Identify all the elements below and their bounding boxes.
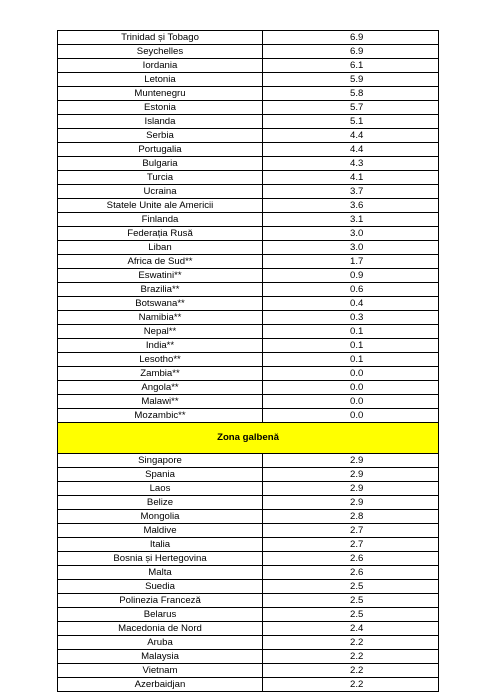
country-incidence-table [57,30,439,692]
value-cell: 0.0 [263,381,439,395]
country-cell: Statele Unite ale Americii [58,199,263,213]
table-row [58,339,439,353]
country-cell: Turcia [58,171,263,185]
value-cell: 2.5 [263,594,439,608]
country-cell: Namibia** [58,311,263,325]
country-cell: Trinidad și Tobago [58,31,263,45]
value-cell: 3.6 [263,199,439,213]
country-cell: Bosnia și Hertegovina [58,552,263,566]
country-cell: Malta [58,566,263,580]
table-row [58,59,439,73]
value-cell: 0.1 [263,339,439,353]
value-cell: 0.3 [263,311,439,325]
table-row [58,283,439,297]
country-cell: Polinezia Franceză [58,594,263,608]
country-cell: Azerbaidjan [58,678,263,692]
table-row [58,31,439,45]
value-cell: 2.6 [263,566,439,580]
country-cell: Lesotho** [58,353,263,367]
country-cell: Bulgaria [58,157,263,171]
table-row [58,636,439,650]
value-cell: 0.4 [263,297,439,311]
country-cell: Islanda [58,115,263,129]
value-cell: 3.7 [263,185,439,199]
country-cell: Federația Rusă [58,227,263,241]
country-cell: Aruba [58,636,263,650]
value-cell: 3.0 [263,241,439,255]
table-row [58,241,439,255]
value-cell: 0.0 [263,409,439,423]
value-cell: 0.1 [263,325,439,339]
table-row [58,395,439,409]
value-cell: 2.2 [263,664,439,678]
value-cell: 5.7 [263,101,439,115]
value-cell: 0.1 [263,353,439,367]
country-cell: Vietnam [58,664,263,678]
country-cell: Brazilia** [58,283,263,297]
table-row [58,566,439,580]
value-cell: 6.9 [263,45,439,59]
table-row [58,255,439,269]
table-row [58,538,439,552]
zone-header-label: Zona galbenă [58,423,439,454]
table-row [58,115,439,129]
table-row [58,213,439,227]
value-cell: 2.2 [263,636,439,650]
table-row [58,325,439,339]
table-row [58,552,439,566]
value-cell: 2.7 [263,524,439,538]
value-cell: 2.8 [263,510,439,524]
table-row [58,664,439,678]
table-row [58,608,439,622]
value-cell: 5.1 [263,115,439,129]
value-cell: 5.9 [263,73,439,87]
value-cell: 2.7 [263,538,439,552]
value-cell: 3.0 [263,227,439,241]
country-cell: Serbia [58,129,263,143]
country-cell: Liban [58,241,263,255]
country-cell: Botswana** [58,297,263,311]
value-cell: 0.9 [263,269,439,283]
table-row [58,650,439,664]
table-row [58,510,439,524]
value-cell: 2.9 [263,454,439,468]
value-cell: 1.7 [263,255,439,269]
country-cell: Portugalia [58,143,263,157]
country-cell: Mongolia [58,510,263,524]
table-section-top [58,31,439,423]
table-row [58,367,439,381]
country-cell: Singapore [58,454,263,468]
table-row [58,381,439,395]
table-row [58,454,439,468]
value-cell: 2.5 [263,608,439,622]
country-cell: Italia [58,538,263,552]
value-cell: 3.1 [263,213,439,227]
country-cell: Estonia [58,101,263,115]
value-cell: 0.0 [263,395,439,409]
table-row [58,622,439,636]
table-row [58,353,439,367]
value-cell: 4.4 [263,143,439,157]
value-cell: 0.6 [263,283,439,297]
country-cell: Zambia** [58,367,263,381]
value-cell: 2.9 [263,496,439,510]
table-row [58,73,439,87]
country-cell: Muntenegru [58,87,263,101]
country-cell: Belize [58,496,263,510]
table-row [58,409,439,423]
value-cell: 6.1 [263,59,439,73]
table-row [58,101,439,115]
value-cell: 2.9 [263,482,439,496]
country-cell: Mozambic** [58,409,263,423]
country-cell: Angola** [58,381,263,395]
value-cell: 2.2 [263,678,439,692]
value-cell: 0.0 [263,367,439,381]
value-cell: 5.8 [263,87,439,101]
country-cell: Nepal** [58,325,263,339]
table-section-bottom [58,454,439,692]
value-cell: 2.2 [263,650,439,664]
country-cell: Belarus [58,608,263,622]
table-row [58,269,439,283]
country-cell: Malawi** [58,395,263,409]
value-cell: 2.4 [263,622,439,636]
table-row [58,524,439,538]
value-cell: 2.9 [263,468,439,482]
table-row [58,129,439,143]
table-row [58,496,439,510]
value-cell: 6.9 [263,31,439,45]
country-cell: Letonia [58,73,263,87]
table-row [58,157,439,171]
table-row [58,171,439,185]
table-row [58,468,439,482]
country-cell: Ucraina [58,185,263,199]
table-row [58,297,439,311]
table-row [58,87,439,101]
country-cell: Suedia [58,580,263,594]
country-cell: India** [58,339,263,353]
table-row [58,143,439,157]
table-row [58,311,439,325]
value-cell: 4.4 [263,129,439,143]
country-cell: Seychelles [58,45,263,59]
country-cell: Eswatini** [58,269,263,283]
value-cell: 4.1 [263,171,439,185]
table-row [58,199,439,213]
country-cell: Finlanda [58,213,263,227]
table-row [58,45,439,59]
table-row [58,185,439,199]
table-row [58,580,439,594]
value-cell: 2.6 [263,552,439,566]
table-row [58,678,439,692]
table-section-zone [58,423,439,454]
country-cell: Maldive [58,524,263,538]
table-row [58,227,439,241]
country-cell: Africa de Sud** [58,255,263,269]
zone-header-row [58,423,439,454]
table-row [58,482,439,496]
value-cell: 4.3 [263,157,439,171]
value-cell: 2.5 [263,580,439,594]
table-row [58,594,439,608]
country-cell: Spania [58,468,263,482]
country-cell: Malaysia [58,650,263,664]
country-cell: Iordania [58,59,263,73]
country-cell: Laos [58,482,263,496]
country-cell: Macedonia de Nord [58,622,263,636]
